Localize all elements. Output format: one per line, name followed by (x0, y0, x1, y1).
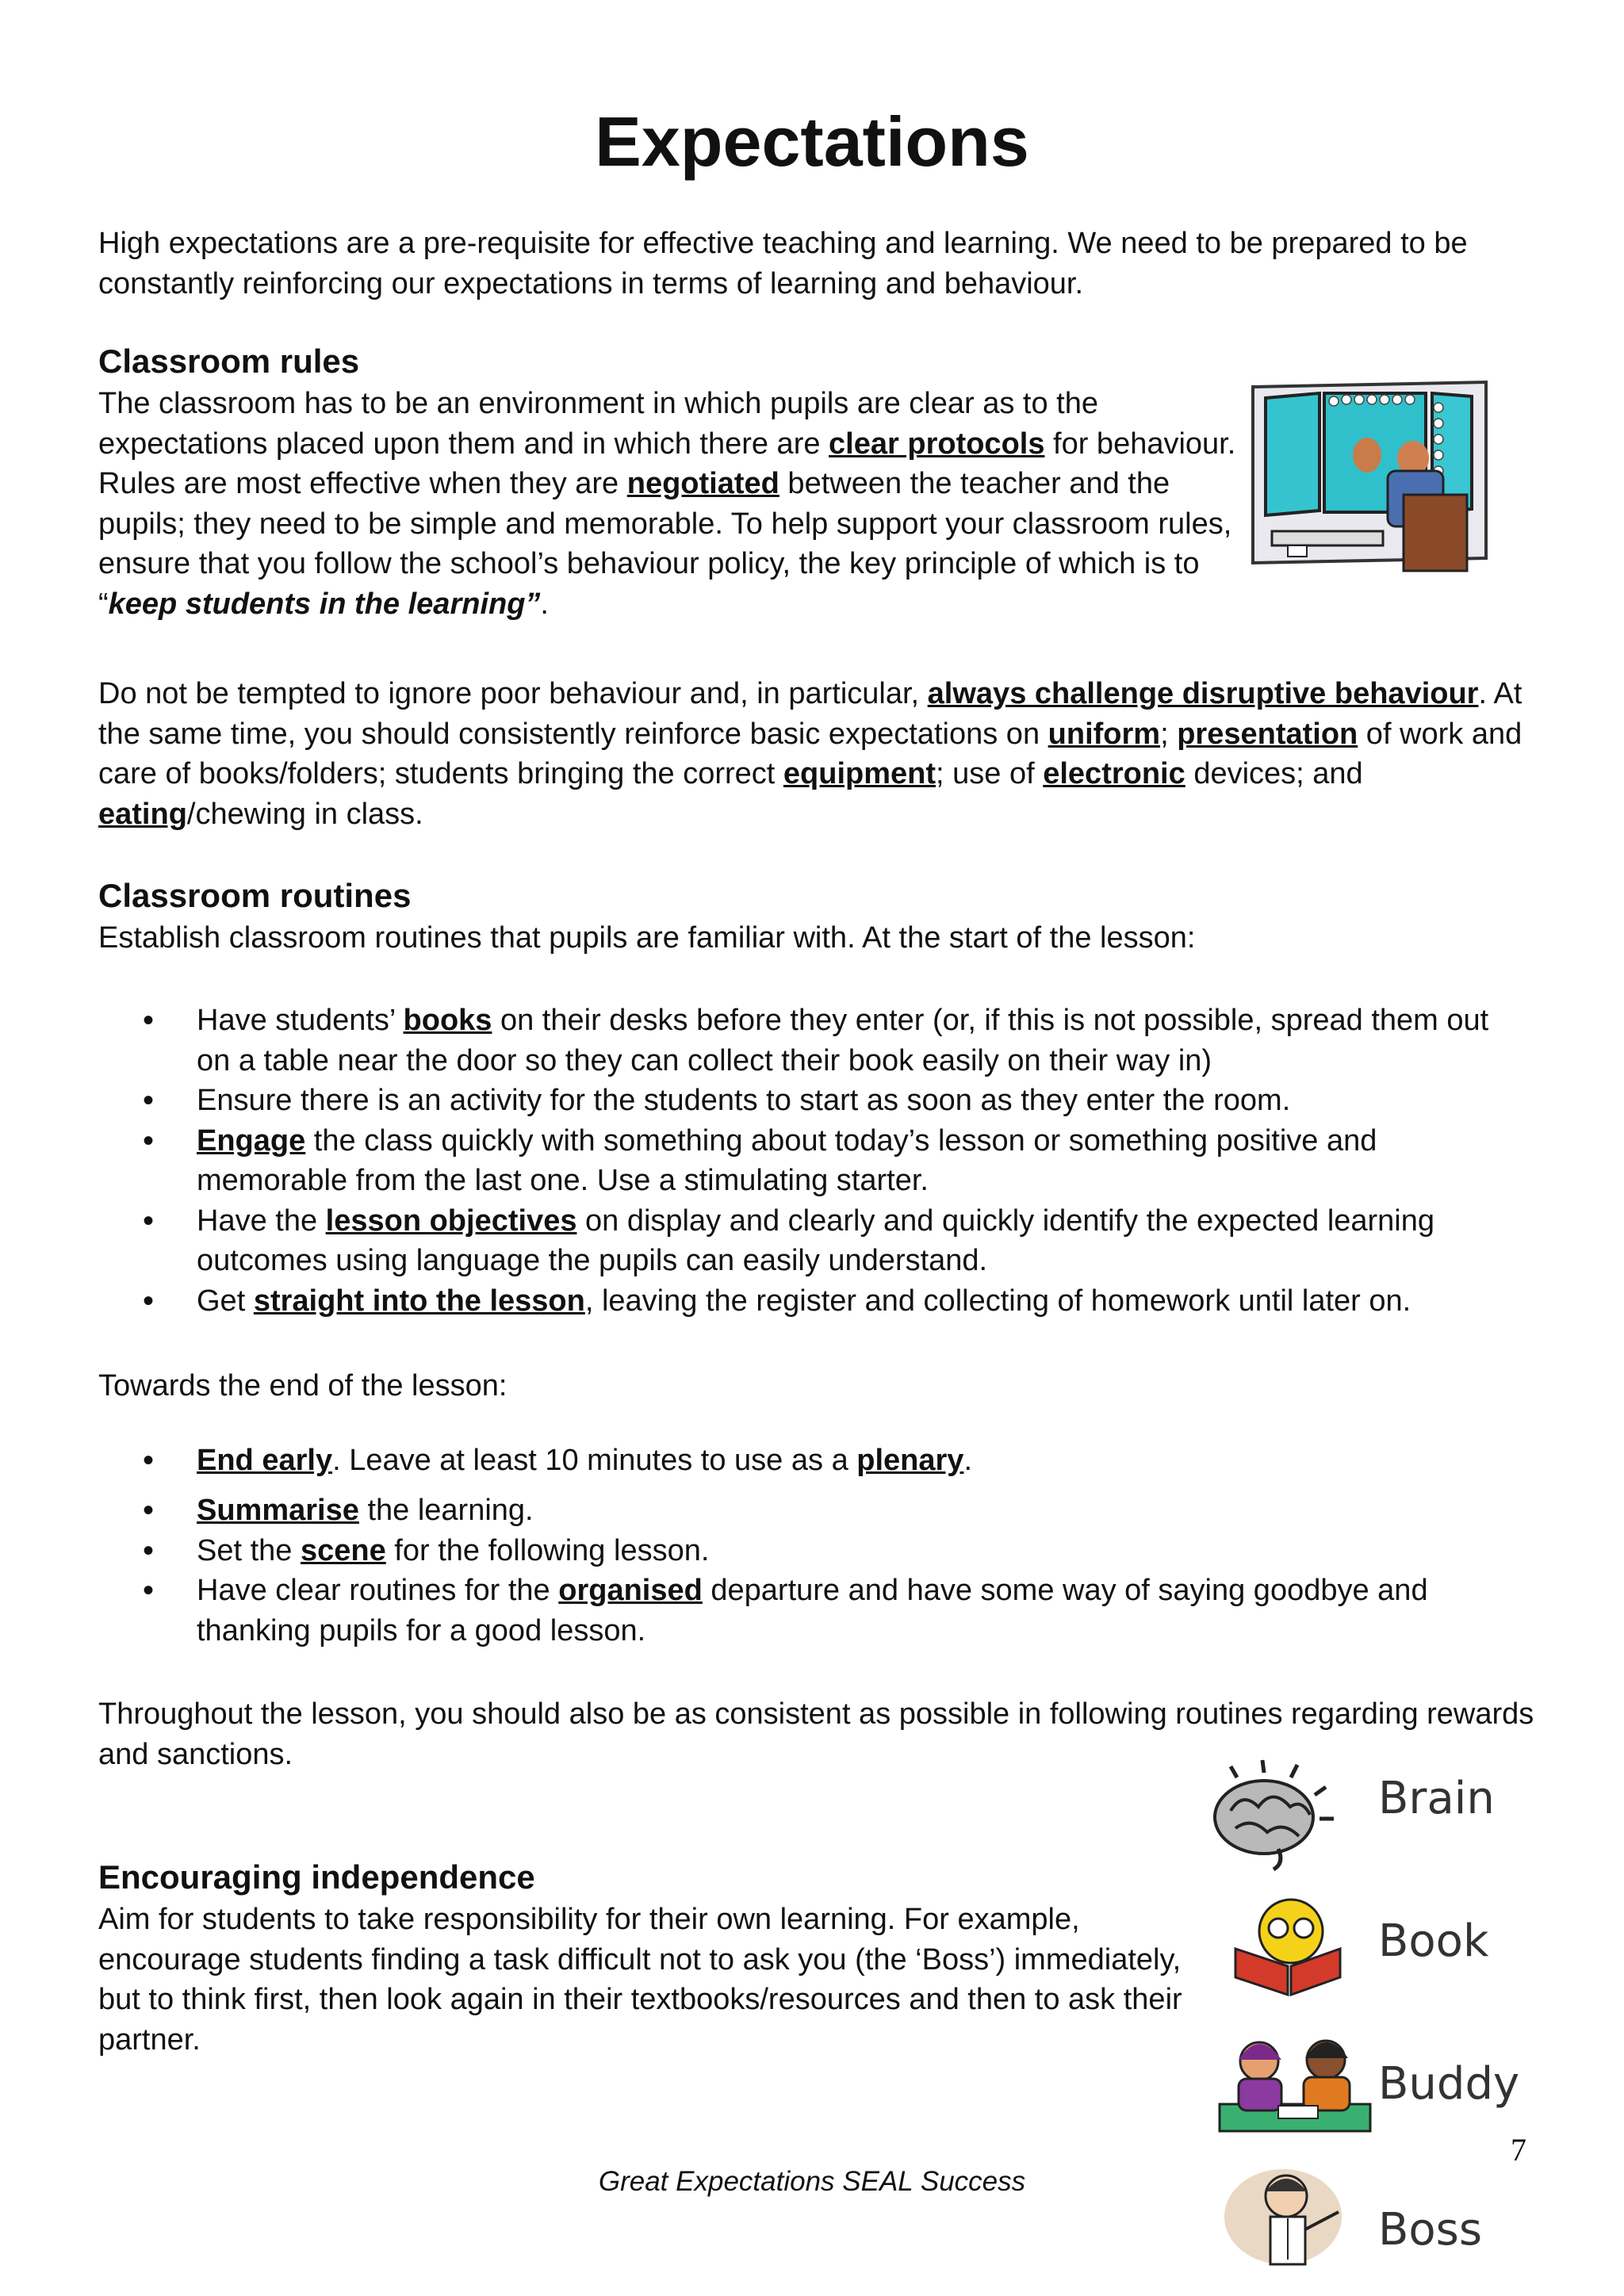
keyword-eating: eating (98, 797, 187, 831)
start-of-lesson-list (98, 1001, 1510, 1321)
buddy-label: Buddy (1378, 2058, 1520, 2110)
brain-icon (1199, 1755, 1342, 1874)
classroom-routines-heading: Classroom routines (98, 877, 412, 914)
throughout-paragraph: Throughout the lesson, you should also be as consistent as possible in following routines regarding rewards and sanctions. (98, 1697, 1534, 1771)
book-label: Book (1378, 1915, 1489, 1967)
page-number: 7 (1511, 2132, 1526, 2168)
keep-students-quote: keep students in the learning” (108, 587, 541, 621)
page-title: Expectations (595, 102, 1029, 181)
routines-intro: Establish classroom routines that pupils are familiar with. At the start of the lesson: (98, 921, 1196, 955)
boss-label: Boss (1378, 2204, 1483, 2256)
classroom-mirror-illustration (1248, 376, 1491, 579)
keyword-negotiated: negotiated (626, 467, 779, 500)
encouraging-independence-heading: Encouraging independence (98, 1858, 535, 1896)
list-item: • Have the lesson objectives on display and clearly and quickly identify the expected learning outcomes using language the pupils can easily understand. (98, 1201, 1510, 1281)
end-of-lesson-list-first (98, 1441, 1510, 1481)
classroom-rules-heading: Classroom rules (98, 342, 360, 380)
buddy-icon (1215, 2028, 1373, 2134)
independence-paragraph: Aim for students to take responsibility for their own learning. For example, encourage students finding a task difficult not to ask you (the ‘Boss’) immediately, but to think first, then look again in their textbooks/resources and then to ask their partner. (98, 1903, 1182, 2057)
keyword-uniform: uniform (1048, 717, 1161, 751)
list-item: • Engage the class quickly with something about today’s lesson or something positive and memorable from the last one. Use a stimulating starter. (98, 1121, 1510, 1201)
list-item: • End early. Leave at least 10 minutes to use as a plenary. (98, 1441, 1510, 1481)
list-item: • Ensure there is an activity for the students to start as soon as they enter the room. (98, 1081, 1510, 1121)
keyword-electronic: electronic (1043, 757, 1185, 790)
end-of-lesson-intro: Towards the end of the lesson: (98, 1369, 508, 1402)
list-item: • Have students’ books on their desks before they enter (or, if this is not possible, spread them out on a table near the door so they can collect their book easily on their way in) (98, 1001, 1510, 1081)
list-item: • Summarise the learning. (98, 1490, 1510, 1531)
classroom-rules-paragraph: The classroom has to be an environment in which pupils are clear as to the expectations placed upon them and in which there are clear protocols for behaviour. Rules are most effective when they are negotiated between the teacher and the pupils; they need to be simple and memorable. To help support your classroom rules, ensure that you follow the school’s behaviour policy, the key principle of which is to “keep students in the learning”. (98, 387, 1236, 621)
behaviour-paragraph: Do not be tempted to ignore poor behaviour and, in particular, always challenge disruptive behaviour. At the same time, you should consistently reinforce basic expectations on uniform; presentation of work and care of books/folders; students bringing the correct equipment; use of electronic devices; and eating/chewing in class. (98, 677, 1522, 831)
keyword-presentation: presentation (1177, 717, 1358, 751)
list-item: • Have clear routines for the organised departure and have some way of saying goodbye and thanking pupils for a good lesson. (98, 1571, 1510, 1651)
book-reader-icon (1228, 1893, 1346, 1996)
keyword-always-challenge: always challenge disruptive behaviour (927, 677, 1479, 710)
intro-paragraph: High expectations are a pre-requisite for effective teaching and learning. We need to be prepared to be constantly reinforcing our expectations in terms of learning and behaviour. (98, 227, 1468, 300)
end-of-lesson-list (98, 1490, 1510, 1651)
list-item: • Get straight into the lesson, leaving the register and collecting of homework until later on. (98, 1281, 1510, 1322)
brain-label: Brain (1378, 1773, 1495, 1824)
keyword-clear-protocols: clear protocols (829, 427, 1045, 461)
keyword-equipment: equipment (783, 757, 936, 790)
footer-text: Great Expectations SEAL Success (598, 2166, 1026, 2197)
list-item: • Set the scene for the following lesson. (98, 1531, 1510, 1571)
